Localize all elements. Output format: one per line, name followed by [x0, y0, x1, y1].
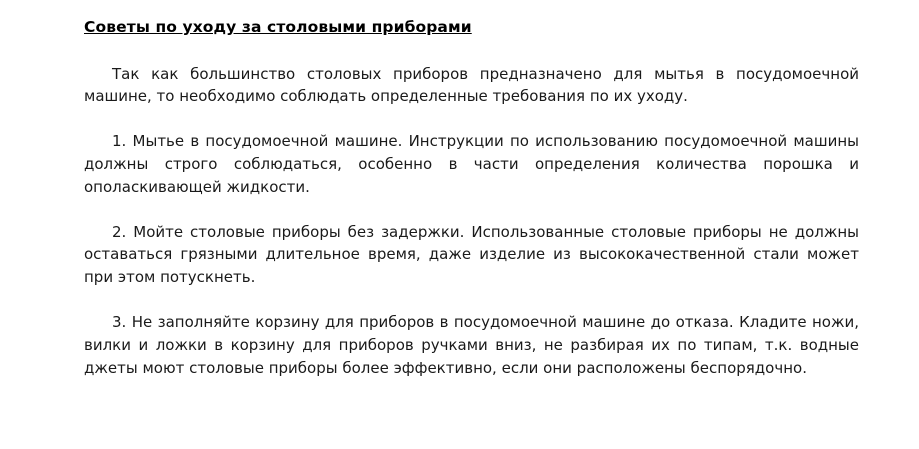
paragraph-3 [84, 221, 859, 289]
paragraph-text: 2. Мойте столовые приборы без задержки. Использованные столовые приборы не должны оставаться грязными длительное время, даже изделие из высококачественной стали может при этом потускнеть. [84, 222, 859, 287]
paragraph-2 [84, 130, 859, 198]
page-title: Советы по уходу за столовыми приборами [84, 18, 472, 36]
paragraph-text: 1. Мытье в посудомоечной машине. Инструкции по использованию посудомоечной машины должны строго соблюдаться, особенно в части определения количества порошка и ополаскивающей жидкости. [84, 132, 859, 196]
paragraph-text: 3. Не заполняйте корзину для приборов в посудомоечной машине до отказа. Кладите ножи, вилки и ложки в корзину для приборов ручками вниз, не разбирая их по типам, т.к. водные джеты моют столовые приборы более эффективно, если они расположены беспорядочно. [84, 312, 859, 377]
paragraph-4 [84, 311, 859, 379]
paragraph-text: Так как большинство столовых приборов предназначено для мытья в посудомоечной машине, то необходимо соблюдать определенные требования по их уходу. [84, 64, 859, 106]
paragraph-1 [84, 63, 859, 109]
